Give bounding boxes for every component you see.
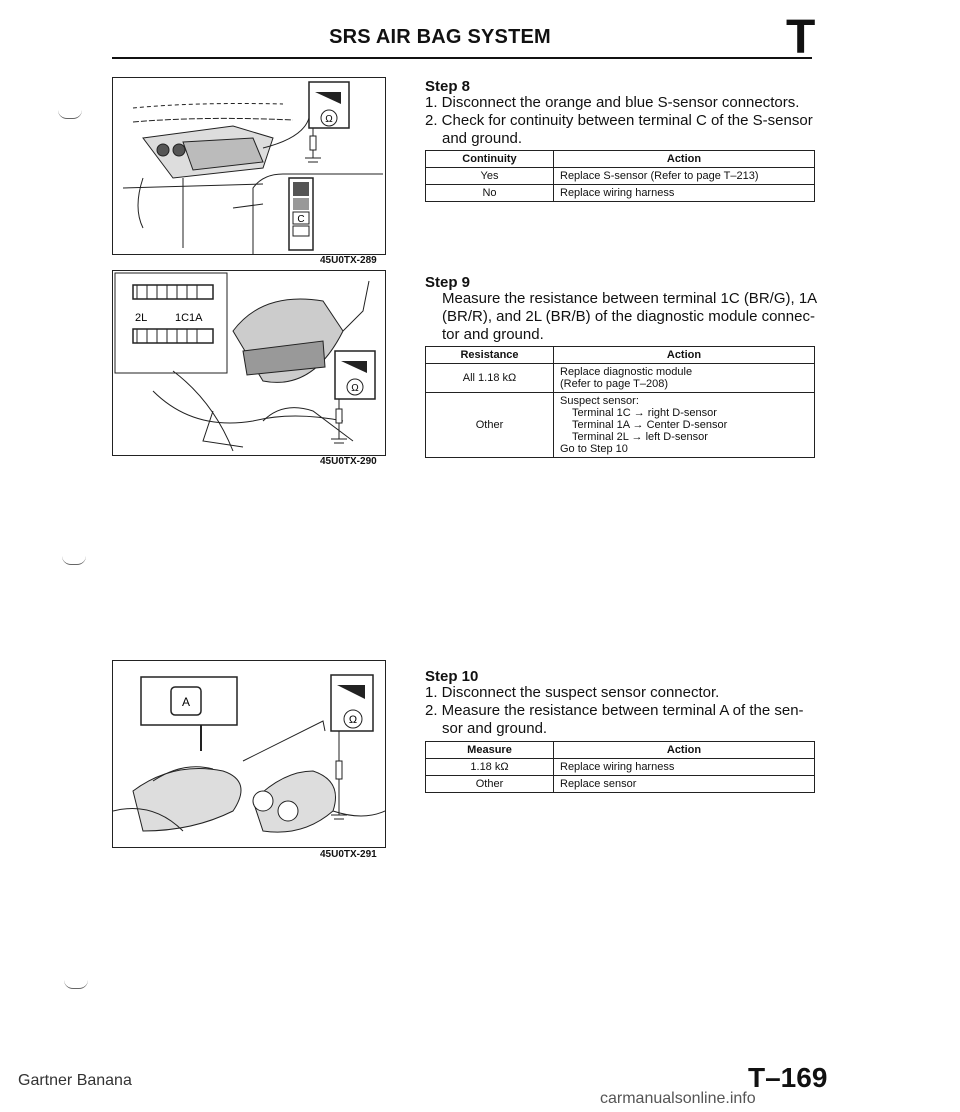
step8-table	[425, 150, 815, 202]
figure-code: 45U0TX-291	[320, 849, 377, 860]
table-cell: Replace wiring harness	[554, 185, 815, 202]
binder-mark	[64, 980, 88, 989]
figure-code: 45U0TX-290	[320, 456, 377, 467]
table-header: Action	[554, 742, 815, 759]
step8-line: 2. Check for continuity between terminal C of the S-sensor	[425, 112, 813, 129]
terminal-2l-label: 2L	[135, 312, 148, 324]
header-rule	[112, 57, 812, 59]
table-row	[426, 759, 815, 776]
table-cell: Yes	[426, 168, 554, 185]
table-row	[426, 185, 815, 202]
action-line: Terminal 1A → Center D-sensor	[572, 419, 728, 431]
table-row	[426, 168, 815, 185]
binder-mark	[58, 110, 82, 119]
step10-instructions	[425, 684, 804, 738]
action-line: Terminal 1C → right D-sensor	[572, 407, 717, 419]
step10-table	[425, 741, 815, 793]
table-row	[426, 776, 815, 793]
table-cell: Other	[426, 776, 554, 793]
figure-step10-illustration	[112, 660, 386, 848]
ohm-symbol: Ω	[351, 383, 359, 394]
action-line: Suspect sensor:	[560, 395, 639, 407]
watermark: carmanualsonline.info	[600, 1090, 756, 1107]
action-line: (Refer to page T–208)	[560, 378, 669, 390]
table-header: Action	[554, 151, 815, 168]
table-cell	[554, 393, 815, 458]
table-cell: 1.18 kΩ	[426, 759, 554, 776]
step10-heading: Step 10	[425, 668, 479, 685]
step10-line: 1. Disconnect the suspect sensor connector.	[425, 684, 720, 701]
table-cell: Replace S-sensor (Refer to page T–213)	[554, 168, 815, 185]
ohm-symbol: Ω	[325, 114, 333, 125]
terminal-c-label: C	[297, 214, 305, 225]
step9-line: Measure the resistance between terminal 1C (BR/G), 1A	[442, 290, 818, 307]
step8-line: and ground.	[442, 130, 523, 147]
step9-line: tor and ground.	[442, 326, 544, 343]
table-cell: All 1.18 kΩ	[426, 364, 554, 393]
table-header: Action	[554, 347, 815, 364]
table-cell: Other	[426, 393, 554, 458]
s-sensor-connector-illustration	[113, 78, 385, 254]
step8-line: 1. Disconnect the orange and blue S-sensor connectors.	[425, 94, 800, 111]
table-cell	[554, 364, 815, 393]
figure-step8-illustration	[112, 77, 386, 255]
footer-brand: Gartner Banana	[18, 1072, 132, 1089]
suspect-sensor-illustration	[113, 661, 385, 847]
page-title: SRS AIR BAG SYSTEM	[329, 26, 551, 48]
table-cell: Replace wiring harness	[554, 759, 815, 776]
figure-step9-illustration	[112, 270, 386, 456]
page-number: T–169	[748, 1062, 828, 1093]
action-line: Terminal 2L → left D-sensor	[572, 431, 708, 443]
action-line: Replace diagnostic module	[560, 366, 693, 378]
action-line: Go to Step 10	[560, 443, 628, 455]
step9-table	[425, 346, 815, 458]
terminal-a-label: A	[181, 695, 191, 709]
terminal-1c1a-label: 1C1A	[175, 312, 203, 324]
table-row	[426, 393, 815, 458]
binder-mark	[62, 556, 86, 565]
step9-heading: Step 9	[425, 274, 471, 291]
figure-code: 45U0TX-289	[320, 255, 377, 266]
section-letter: T	[786, 11, 816, 64]
table-row	[426, 364, 815, 393]
ohm-symbol: Ω	[348, 714, 358, 726]
table-header: Measure	[426, 742, 554, 759]
table-cell: No	[426, 185, 554, 202]
diagnostic-module-illustration	[113, 271, 385, 455]
step8-heading: Step 8	[425, 78, 471, 95]
step8-instructions	[425, 94, 813, 148]
step9-instructions	[442, 290, 817, 344]
step10-line: 2. Measure the resistance between terminal A of the sen-	[425, 702, 804, 719]
table-cell: Replace sensor	[554, 776, 815, 793]
table-header: Resistance	[426, 347, 554, 364]
step10-line: sor and ground.	[442, 720, 548, 737]
table-header: Continuity	[426, 151, 554, 168]
step9-line: (BR/R), and 2L (BR/B) of the diagnostic module connec-	[442, 308, 815, 325]
